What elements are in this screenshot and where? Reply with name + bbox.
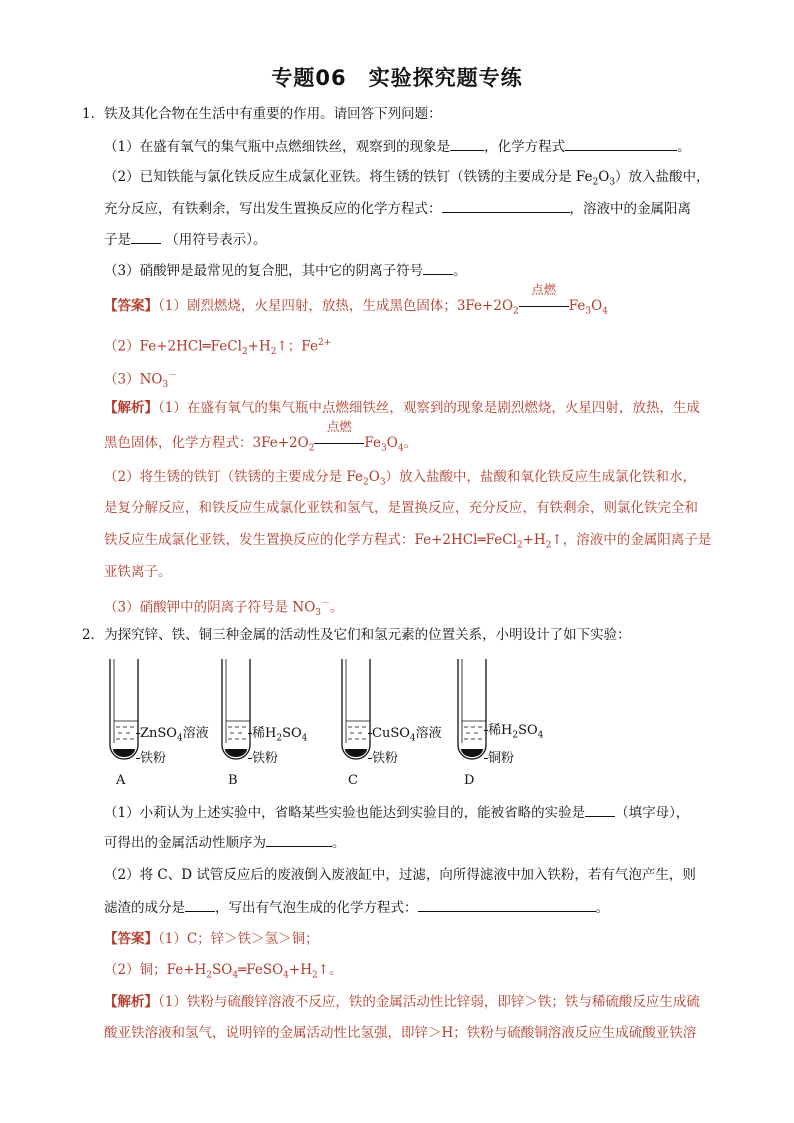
q1-explanation-2d: 亚铁离子。 <box>104 564 172 580</box>
answer-blank[interactable] <box>418 897 596 912</box>
q1-answer-3: $(3)NO_3^-$ <box>104 371 178 391</box>
q1-part3: （3）硝酸钾是最常见的复合肥，其中它的阴离子符号 。 <box>104 260 467 281</box>
answer-blank[interactable] <box>585 802 615 817</box>
tube-c-liquid-label: CuSO$_4$溶液 <box>368 722 442 744</box>
answer-blank[interactable] <box>442 198 570 213</box>
q1-part2-line2: 充分反应，有铁剩余，写出发生置换反应的化学方程式： ，溶液中的金属阳离 <box>104 198 691 219</box>
tube-c-letter: C <box>348 773 358 788</box>
tube-d-solid-label: 铜粉 <box>484 747 514 766</box>
q2-stem: 2．为探究锌、铁、铜三种金属的活动性及它们和氢元素的位置关系，小明设计了如下实验： <box>82 627 631 643</box>
q1-stem: 1．铁及其化合物在生活中有重要的作用。请回答下列问题： <box>82 106 442 122</box>
answer-blank[interactable] <box>450 136 484 151</box>
tube-a-liquid-label: ZnSO$_4$溶液 <box>136 722 209 744</box>
q2-part1-line2: 可得出的金属活动性顺序为 。 <box>104 832 346 853</box>
tube-d-letter: D <box>464 773 475 788</box>
tube-b-solid-label: 铁粉 <box>248 747 278 766</box>
q1-explanation-1b: 黑色固体，化学方程式：$3Fe+2O_2$ 点燃 $Fe_3O_4$。 <box>104 419 418 454</box>
q1-part2-line1: （2）已知铁能与氯化铁反应生成氯化亚铁。将生锈的铁钉（铁锈的主要成分是 $Fe_2O_3$）放入盐酸中， <box>104 169 710 188</box>
answer-blank[interactable] <box>423 260 453 275</box>
answer-blank[interactable] <box>266 832 332 847</box>
tube-b-letter: B <box>228 773 238 788</box>
q1-answer-1: 【答案】（1）剧烈燃烧，火星四射，放热，生成黑色固体；$3Fe+2O_2$ 点燃 $Fe_3O_4$ <box>104 282 608 317</box>
q1-explanation-1a: 【解析】（1）在盛有氧气的集气瓶中点燃细铁丝，观察到的现象是剧烈燃烧，火星四射，放热，生成 <box>104 400 700 416</box>
answer-blank[interactable] <box>131 229 161 244</box>
q1-explanation-3: （3）硝酸钾中的阴离子符号是 $NO_3^-$。 <box>104 599 344 619</box>
q2-answer-2: （2）铜；$Fe+H_2SO_4═FeSO_4+H_2↑$。 <box>104 962 343 981</box>
tube-d-liquid-label: 稀$H_2SO_4$ <box>484 719 543 741</box>
tube-b-liquid-label: 稀$H_2SO_4$ <box>248 722 307 744</box>
q1-explanation-2a: （2）将生锈的铁钉（铁锈的主要成分是 $Fe_2O_3$）放入盐酸中，盐酸和氧化铁反应生成氯化铁和水， <box>104 469 697 488</box>
tube-a-letter: A <box>116 773 126 788</box>
tube-c-solid-label: 铁粉 <box>368 747 398 766</box>
q2-part1-line1: （1）小莉认为上述实验中，省略某些实验也能达到实验目的，能被省略的实验是 （填字母）， <box>104 802 689 823</box>
q2-part2-line1: （2）将 C、D 试管反应后的废液倒入废液缸中，过滤，向所得滤液中加入铁粉，若有气泡产生，则 <box>104 867 696 883</box>
answer-blank[interactable] <box>185 897 215 912</box>
answer-blank[interactable] <box>565 136 677 151</box>
q2-explanation-2: 酸亚铁溶液和氢气，说明锌的金属活动性比氢强，即锌＞H；铁粉与硫酸铜溶液反应生成硫酸亚铁溶 <box>104 1025 697 1041</box>
q1-answer-2: $(2)Fe+2HCl═FeCl_2+H_2↑$；$Fe^{2+}$ <box>104 338 332 358</box>
q2-explanation-1: 【解析】（1）铁粉与硫酸锌溶液不反应，铁的金属活动性比锌弱，即锌＞铁；铁与稀硫酸反应生成硫 <box>104 994 700 1010</box>
q1-explanation-2c: 铁反应生成氯化亚铁，发生置换反应的化学方程式：$Fe+2HCl═FeCl_2+H_2↑$，溶液中的金属阳离子是 <box>104 532 712 551</box>
q2-part2-line2: 滤渣的成分是 ，写出有气泡生成的化学方程式： 。 <box>104 897 609 918</box>
q1-part2-line3: 子是 （用符号表示）。 <box>104 229 267 250</box>
q1-explanation-2b: 是复分解反应，和铁反应生成氯化亚铁和氢气，是置换反应，充分反应，有铁剩余，则氯化铁完全和 <box>104 500 698 516</box>
q2-answer-1: 【答案】（1）C；锌＞铁＞氢＞铜； <box>104 931 319 947</box>
q1-part1: （1）在盛有氧气的集气瓶中点燃细铁丝，观察到的现象是 ，化学方程式 。 <box>104 136 691 157</box>
page-title: 专题06 实验探究题专练 <box>271 66 523 90</box>
test-tube-figure <box>100 655 580 795</box>
tube-a-solid-label: 铁粉 <box>136 747 166 766</box>
